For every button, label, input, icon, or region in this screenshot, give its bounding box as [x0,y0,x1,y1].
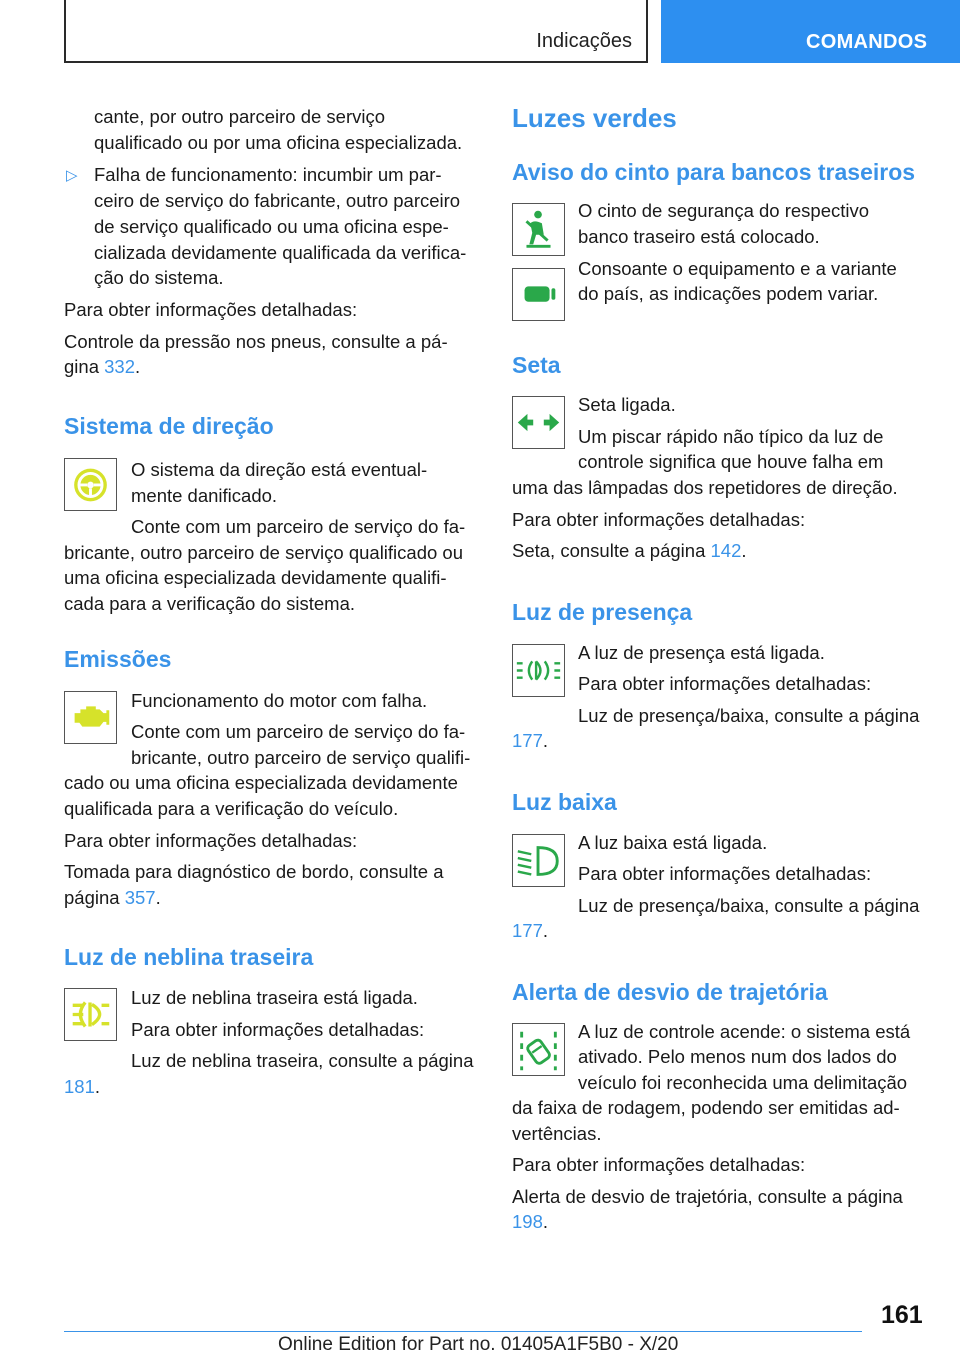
section-text: Para obter informações detalhadas: [578,673,872,694]
engine-check-icon [64,691,117,744]
page-link[interactable]: 142 [710,540,742,561]
bullet-triangle-icon: ▷ [66,167,78,184]
turn-signal-icon [512,396,565,449]
section-text: mente danificado. [131,485,278,506]
seatbelt-icon [512,203,565,256]
info-label: Para obter informações detalhadas: [64,830,358,851]
section-text: cada para a verificação do sistema. [64,593,356,614]
reference-text: Seta, consulte a página 142. [512,540,747,561]
section-text: Conte com um parceiro de serviço do fa- [131,721,466,742]
reference-text: 177. [512,730,549,751]
section-text: Consoante o equipamento e a variante [578,258,897,279]
page-link[interactable]: 181 [64,1076,95,1097]
section-text: bricante, outro parceiro de serviço qualificado ou [64,542,464,563]
info-label: Para obter informações detalhadas: [512,509,806,530]
parking-light-icon [512,644,565,697]
continued-text: qualificado ou por uma oficina especializada. [94,132,463,153]
section-text: cado ou uma oficina especializada devidamente [64,772,458,793]
section-title-steering: Sistema de direção [64,413,274,439]
continued-text: cante, por outro parceiro de serviço [94,106,386,127]
section-text: controle significa que houve falha em [578,451,884,472]
section-title-parking-light: Luz de presença [512,599,693,625]
bullet-text: cializada devidamente qualificada da verifica- [94,242,467,263]
section-text: uma das lâmpadas dos repetidores de direção. [512,477,898,498]
bullet-text: de serviço qualificado ou uma oficina espe- [94,216,449,237]
section-text: ativado. Pelo menos num dos lados do [578,1046,897,1067]
page-number: 161 [881,1301,923,1329]
section-text: da faixa de rodagem, podendo ser emitidas ad- [512,1097,900,1118]
page-link[interactable]: 177 [512,730,543,751]
bullet-text: ção do sistema. [94,267,224,288]
section-text: uma oficina especializada devidamente qualifi- [64,567,447,588]
header-section-tab [64,0,648,63]
info-label: Para obter informações detalhadas: [64,299,358,320]
section-text: Para obter informações detalhadas: [131,1019,425,1040]
info-label: Para obter informações detalhadas: [512,1154,806,1175]
page-link[interactable]: 357 [124,887,156,908]
footer-divider [64,1331,862,1332]
reference-text: 198. [512,1211,549,1232]
reference-text: 181. [64,1076,101,1097]
section-text: bricante, outro parceiro de serviço qualifi- [131,747,471,768]
rear-fog-light-icon [64,988,117,1041]
header-section-label: Indicações [536,30,632,52]
section-text: qualificada para a verificação do veículo. [64,798,399,819]
section-text: Conte com um parceiro de serviço do fa- [131,516,466,537]
section-title-rear-fog: Luz de neblina traseira [64,944,314,970]
reference-text: gina 332. [64,356,141,377]
page-link[interactable]: 198 [512,1211,543,1232]
section-text: A luz baixa está ligada. [578,832,768,853]
section-title-turn-signal: Seta [512,352,561,378]
section-title-lane-departure: Alerta de desvio de trajetória [512,979,828,1005]
reference-text: Controle da pressão nos pneus, consulte a pá- [64,331,448,352]
lane-departure-icon [512,1023,565,1076]
page-link[interactable]: 177 [512,920,543,941]
section-text: O sistema da direção está eventual- [131,459,428,480]
header-chapter-label: COMANDOS [806,31,928,53]
section-title-emissions: Emissões [64,646,172,672]
page-link[interactable]: 332 [104,356,135,377]
section-text: O cinto de segurança do respectivo [578,200,870,221]
reference-text: Alerta de desvio de trajetória, consulte a página [512,1186,903,1207]
section-text: Um piscar rápido não típico da luz de [578,426,884,447]
section-text: Luz de presença/baixa, consulte a página [578,895,920,916]
main-title: Luzes verdes [512,103,677,133]
header-chapter-tab [661,0,960,63]
section-title-belt: Aviso do cinto para bancos traseiros [512,159,916,185]
section-text: banco traseiro está colocado. [578,226,820,247]
section-text: Luz de presença/baixa, consulte a página [578,705,920,726]
reference-text: página 357. [64,887,161,908]
section-text: A luz de controle acende: o sistema está [578,1021,911,1042]
reference-text: Tomada para diagnóstico de bordo, consulte a [64,861,444,882]
rear-seat-icon [512,268,565,321]
section-text: A luz de presença está ligada. [578,642,825,663]
section-text: Funcionamento do motor com falha. [131,690,428,711]
section-text: Luz de neblina traseira, consulte a página [131,1050,474,1071]
section-text: veículo foi reconhecida uma delimitação [578,1072,908,1093]
section-title-low-beam: Luz baixa [512,789,617,815]
section-text: Luz de neblina traseira está ligada. [131,987,418,1008]
bullet-text: ceiro de serviço do fabricante, outro parceiro [94,190,461,211]
reference-text: 177. [512,920,549,941]
section-text: Seta ligada. [578,394,676,415]
section-text: do país, as indicações podem variar. [578,283,879,304]
section-text: vertências. [512,1123,602,1144]
low-beam-icon [512,834,565,887]
footer-edition: Online Edition for Part no. 01405A1F5B0 - X/20 [278,1334,679,1355]
bullet-text: Falha de funcionamento: incumbir um par- [94,164,442,185]
section-text: Para obter informações detalhadas: [578,863,872,884]
steering-warning-icon [64,458,117,511]
